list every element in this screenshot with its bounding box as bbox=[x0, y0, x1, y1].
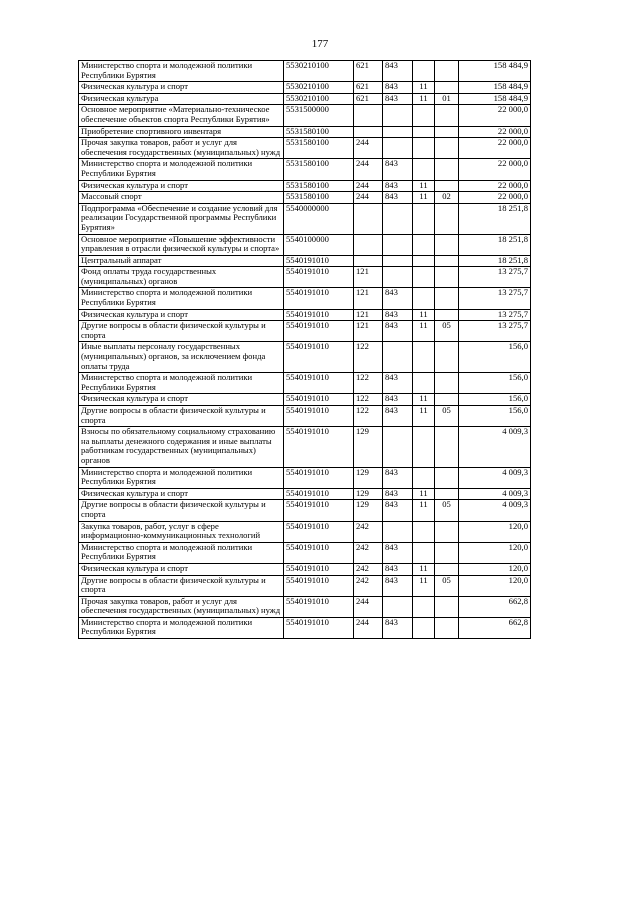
row-subsection bbox=[435, 159, 459, 180]
row-target-article: 5540191010 bbox=[284, 500, 354, 521]
row-target-article: 5540191010 bbox=[284, 406, 354, 427]
row-administrator-code bbox=[383, 342, 413, 373]
row-name: Другие вопросы в области физической культуры и спорта bbox=[79, 321, 284, 342]
row-target-article: 5540191010 bbox=[284, 373, 354, 394]
row-expense-type: 122 bbox=[354, 406, 383, 427]
row-subsection bbox=[435, 373, 459, 394]
row-expense-type: 244 bbox=[354, 180, 383, 192]
row-section bbox=[413, 234, 435, 255]
row-amount: 120,0 bbox=[459, 521, 531, 542]
row-name: Министерство спорта и молодежной политики Республики Бурятия bbox=[79, 467, 284, 488]
row-section bbox=[413, 255, 435, 267]
row-expense-type: 129 bbox=[354, 467, 383, 488]
row-amount: 22 000,0 bbox=[459, 138, 531, 159]
row-target-article: 5540191010 bbox=[284, 427, 354, 467]
row-administrator-code bbox=[383, 427, 413, 467]
row-section bbox=[413, 373, 435, 394]
row-section bbox=[413, 267, 435, 288]
row-subsection bbox=[435, 488, 459, 500]
table-row bbox=[79, 138, 531, 159]
table-row bbox=[79, 500, 531, 521]
row-administrator-code: 843 bbox=[383, 192, 413, 204]
row-expense-type: 121 bbox=[354, 309, 383, 321]
row-subsection: 05 bbox=[435, 500, 459, 521]
row-target-article: 5531500000 bbox=[284, 105, 354, 126]
table-row bbox=[79, 521, 531, 542]
row-target-article: 5531580100 bbox=[284, 180, 354, 192]
table-row bbox=[79, 342, 531, 373]
row-subsection: 05 bbox=[435, 575, 459, 596]
row-name: Подпрограмма «Обеспечение и создание условий для реализации Государственной программы Республики Бурятия» bbox=[79, 203, 284, 234]
row-subsection bbox=[435, 105, 459, 126]
budget-table-body bbox=[79, 61, 531, 639]
table-row bbox=[79, 309, 531, 321]
row-subsection bbox=[435, 234, 459, 255]
table-row bbox=[79, 180, 531, 192]
row-subsection: 05 bbox=[435, 321, 459, 342]
row-name: Министерство спорта и молодежной политики Республики Бурятия bbox=[79, 159, 284, 180]
row-name: Массовый спорт bbox=[79, 192, 284, 204]
row-target-article: 5540191010 bbox=[284, 575, 354, 596]
row-subsection bbox=[435, 180, 459, 192]
table-row bbox=[79, 394, 531, 406]
row-name: Министерство спорта и молодежной политики Республики Бурятия bbox=[79, 542, 284, 563]
row-name: Прочая закупка товаров, работ и услуг для обеспечения государственных (муниципальных) нужд bbox=[79, 596, 284, 617]
table-row bbox=[79, 105, 531, 126]
row-amount: 662,8 bbox=[459, 617, 531, 638]
row-amount: 22 000,0 bbox=[459, 192, 531, 204]
row-target-article: 5540191010 bbox=[284, 596, 354, 617]
row-section: 11 bbox=[413, 82, 435, 94]
row-amount: 22 000,0 bbox=[459, 180, 531, 192]
row-administrator-code: 843 bbox=[383, 542, 413, 563]
row-subsection bbox=[435, 267, 459, 288]
row-name: Фонд оплаты труда государственных (муниципальных) органов bbox=[79, 267, 284, 288]
row-administrator-code: 843 bbox=[383, 309, 413, 321]
row-administrator-code: 843 bbox=[383, 321, 413, 342]
row-expense-type: 129 bbox=[354, 427, 383, 467]
row-administrator-code: 843 bbox=[383, 288, 413, 309]
row-administrator-code: 843 bbox=[383, 488, 413, 500]
row-expense-type: 129 bbox=[354, 488, 383, 500]
row-name: Физическая культура и спорт bbox=[79, 180, 284, 192]
row-section bbox=[413, 138, 435, 159]
row-name: Физическая культура bbox=[79, 93, 284, 105]
row-section bbox=[413, 542, 435, 563]
table-row bbox=[79, 82, 531, 94]
row-target-article: 5540191010 bbox=[284, 563, 354, 575]
table-row bbox=[79, 563, 531, 575]
row-amount: 158 484,9 bbox=[459, 61, 531, 82]
row-subsection bbox=[435, 563, 459, 575]
row-target-article: 5540191010 bbox=[284, 521, 354, 542]
row-administrator-code: 843 bbox=[383, 467, 413, 488]
row-administrator-code bbox=[383, 521, 413, 542]
row-subsection: 05 bbox=[435, 406, 459, 427]
row-section: 11 bbox=[413, 321, 435, 342]
row-administrator-code: 843 bbox=[383, 563, 413, 575]
row-administrator-code bbox=[383, 255, 413, 267]
row-expense-type bbox=[354, 126, 383, 138]
row-amount: 4 009,3 bbox=[459, 488, 531, 500]
row-administrator-code bbox=[383, 596, 413, 617]
row-target-article: 5540191010 bbox=[284, 488, 354, 500]
row-section: 11 bbox=[413, 180, 435, 192]
row-administrator-code bbox=[383, 203, 413, 234]
row-section: 11 bbox=[413, 500, 435, 521]
row-expense-type bbox=[354, 105, 383, 126]
table-row bbox=[79, 159, 531, 180]
row-administrator-code: 843 bbox=[383, 82, 413, 94]
row-amount: 158 484,9 bbox=[459, 93, 531, 105]
row-administrator-code bbox=[383, 126, 413, 138]
row-subsection: 01 bbox=[435, 93, 459, 105]
row-name: Центральный аппарат bbox=[79, 255, 284, 267]
row-section bbox=[413, 126, 435, 138]
row-amount: 156,0 bbox=[459, 342, 531, 373]
row-expense-type: 244 bbox=[354, 617, 383, 638]
row-name: Другие вопросы в области физической культуры и спорта bbox=[79, 500, 284, 521]
row-subsection bbox=[435, 203, 459, 234]
row-subsection bbox=[435, 255, 459, 267]
row-name: Физическая культура и спорт bbox=[79, 309, 284, 321]
row-target-article: 5531580100 bbox=[284, 126, 354, 138]
budget-table bbox=[78, 60, 531, 639]
row-amount: 120,0 bbox=[459, 563, 531, 575]
row-administrator-code: 843 bbox=[383, 575, 413, 596]
row-amount: 13 275,7 bbox=[459, 267, 531, 288]
row-amount: 4 009,3 bbox=[459, 427, 531, 467]
row-administrator-code bbox=[383, 105, 413, 126]
row-subsection bbox=[435, 394, 459, 406]
row-expense-type: 244 bbox=[354, 192, 383, 204]
row-name: Основное мероприятие «Повышение эффективности управления в отрасли физической культуры и спорта» bbox=[79, 234, 284, 255]
table-row bbox=[79, 267, 531, 288]
row-amount: 18 251,8 bbox=[459, 234, 531, 255]
row-target-article: 5540191010 bbox=[284, 267, 354, 288]
row-expense-type: 121 bbox=[354, 288, 383, 309]
row-section: 11 bbox=[413, 575, 435, 596]
row-section bbox=[413, 105, 435, 126]
row-target-article: 5531580100 bbox=[284, 138, 354, 159]
row-amount: 662,8 bbox=[459, 596, 531, 617]
row-administrator-code bbox=[383, 234, 413, 255]
row-name: Министерство спорта и молодежной политики Республики Бурятия bbox=[79, 373, 284, 394]
row-amount: 18 251,8 bbox=[459, 255, 531, 267]
row-section bbox=[413, 596, 435, 617]
row-expense-type: 244 bbox=[354, 138, 383, 159]
row-name: Закупка товаров, работ, услуг в сфере информационно-коммуникационных технологий bbox=[79, 521, 284, 542]
row-expense-type: 121 bbox=[354, 267, 383, 288]
row-amount: 13 275,7 bbox=[459, 288, 531, 309]
table-row bbox=[79, 255, 531, 267]
row-amount: 4 009,3 bbox=[459, 500, 531, 521]
row-section: 11 bbox=[413, 563, 435, 575]
row-target-article: 5540191010 bbox=[284, 342, 354, 373]
row-target-article: 5540191010 bbox=[284, 321, 354, 342]
row-expense-type bbox=[354, 203, 383, 234]
row-subsection bbox=[435, 126, 459, 138]
table-row bbox=[79, 406, 531, 427]
table-row bbox=[79, 542, 531, 563]
row-administrator-code: 843 bbox=[383, 159, 413, 180]
row-section bbox=[413, 617, 435, 638]
row-name: Прочая закупка товаров, работ и услуг для обеспечения государственных (муниципальных) нужд bbox=[79, 138, 284, 159]
row-expense-type: 122 bbox=[354, 394, 383, 406]
row-administrator-code: 843 bbox=[383, 500, 413, 521]
table-row bbox=[79, 126, 531, 138]
table-row bbox=[79, 617, 531, 638]
table-row bbox=[79, 203, 531, 234]
row-target-article: 5530210100 bbox=[284, 61, 354, 82]
row-amount: 120,0 bbox=[459, 542, 531, 563]
row-administrator-code: 843 bbox=[383, 406, 413, 427]
row-name: Министерство спорта и молодежной политики Республики Бурятия bbox=[79, 617, 284, 638]
row-expense-type: 121 bbox=[354, 321, 383, 342]
row-name: Основное мероприятие «Материально-техническое обеспечение объектов спорта Республики Бурятия» bbox=[79, 105, 284, 126]
row-subsection bbox=[435, 82, 459, 94]
row-section bbox=[413, 467, 435, 488]
row-amount: 18 251,8 bbox=[459, 203, 531, 234]
row-administrator-code bbox=[383, 138, 413, 159]
row-name: Министерство спорта и молодежной политики Республики Бурятия bbox=[79, 61, 284, 82]
row-target-article: 5530210100 bbox=[284, 93, 354, 105]
row-administrator-code: 843 bbox=[383, 61, 413, 82]
row-subsection bbox=[435, 617, 459, 638]
row-section bbox=[413, 203, 435, 234]
row-section: 11 bbox=[413, 488, 435, 500]
row-name: Физическая культура и спорт bbox=[79, 563, 284, 575]
row-subsection bbox=[435, 427, 459, 467]
row-subsection bbox=[435, 596, 459, 617]
table-row bbox=[79, 61, 531, 82]
table-row bbox=[79, 234, 531, 255]
table-row bbox=[79, 467, 531, 488]
row-administrator-code: 843 bbox=[383, 617, 413, 638]
row-target-article: 5540191010 bbox=[284, 394, 354, 406]
row-target-article: 5540191010 bbox=[284, 255, 354, 267]
row-subsection bbox=[435, 288, 459, 309]
row-target-article: 5531580100 bbox=[284, 159, 354, 180]
table-row bbox=[79, 93, 531, 105]
row-amount: 120,0 bbox=[459, 575, 531, 596]
row-expense-type: 122 bbox=[354, 342, 383, 373]
row-expense-type: 242 bbox=[354, 542, 383, 563]
row-target-article: 5540191010 bbox=[284, 288, 354, 309]
row-name: Физическая культура и спорт bbox=[79, 82, 284, 94]
row-subsection bbox=[435, 309, 459, 321]
table-row bbox=[79, 575, 531, 596]
row-target-article: 5540191010 bbox=[284, 467, 354, 488]
row-amount: 22 000,0 bbox=[459, 126, 531, 138]
row-name: Физическая культура и спорт bbox=[79, 394, 284, 406]
row-amount: 22 000,0 bbox=[459, 159, 531, 180]
row-subsection bbox=[435, 342, 459, 373]
row-subsection: 02 bbox=[435, 192, 459, 204]
table-row bbox=[79, 288, 531, 309]
row-expense-type: 122 bbox=[354, 373, 383, 394]
table-row bbox=[79, 596, 531, 617]
page-number: 177 bbox=[311, 38, 329, 50]
row-section bbox=[413, 61, 435, 82]
row-section: 11 bbox=[413, 93, 435, 105]
table-row bbox=[79, 488, 531, 500]
row-name: Другие вопросы в области физической культуры и спорта bbox=[79, 575, 284, 596]
row-section bbox=[413, 427, 435, 467]
row-expense-type bbox=[354, 255, 383, 267]
row-section: 11 bbox=[413, 309, 435, 321]
row-administrator-code: 843 bbox=[383, 373, 413, 394]
row-section bbox=[413, 159, 435, 180]
table-row bbox=[79, 373, 531, 394]
table-row bbox=[79, 427, 531, 467]
row-expense-type: 621 bbox=[354, 93, 383, 105]
row-section bbox=[413, 342, 435, 373]
row-subsection bbox=[435, 61, 459, 82]
row-amount: 158 484,9 bbox=[459, 82, 531, 94]
row-amount: 156,0 bbox=[459, 394, 531, 406]
row-administrator-code: 843 bbox=[383, 93, 413, 105]
table-row bbox=[79, 321, 531, 342]
row-subsection bbox=[435, 138, 459, 159]
row-target-article: 5540191010 bbox=[284, 309, 354, 321]
row-section bbox=[413, 288, 435, 309]
row-name: Физическая культура и спорт bbox=[79, 488, 284, 500]
row-target-article: 5530210100 bbox=[284, 82, 354, 94]
row-section bbox=[413, 521, 435, 542]
row-subsection bbox=[435, 467, 459, 488]
row-expense-type: 244 bbox=[354, 596, 383, 617]
row-name: Другие вопросы в области физической культуры и спорта bbox=[79, 406, 284, 427]
row-expense-type: 242 bbox=[354, 575, 383, 596]
row-target-article: 5540191010 bbox=[284, 617, 354, 638]
row-subsection bbox=[435, 521, 459, 542]
table-row bbox=[79, 192, 531, 204]
row-administrator-code: 843 bbox=[383, 394, 413, 406]
row-name: Иные выплаты персоналу государственных (муниципальных) органов, за исключением фонда оплаты труда bbox=[79, 342, 284, 373]
row-amount: 13 275,7 bbox=[459, 321, 531, 342]
row-name: Министерство спорта и молодежной политики Республики Бурятия bbox=[79, 288, 284, 309]
row-expense-type bbox=[354, 234, 383, 255]
row-section: 11 bbox=[413, 192, 435, 204]
row-target-article: 5540100000 bbox=[284, 234, 354, 255]
row-name: Взносы по обязательному социальному страхованию на выплаты денежного содержания и иные выплаты работникам государственных (муниципальных) органов bbox=[79, 427, 284, 467]
row-amount: 156,0 bbox=[459, 406, 531, 427]
row-target-article: 5540191010 bbox=[284, 542, 354, 563]
row-section: 11 bbox=[413, 394, 435, 406]
row-amount: 22 000,0 bbox=[459, 105, 531, 126]
row-section: 11 bbox=[413, 406, 435, 427]
row-administrator-code: 843 bbox=[383, 180, 413, 192]
row-amount: 4 009,3 bbox=[459, 467, 531, 488]
row-amount: 156,0 bbox=[459, 373, 531, 394]
row-subsection bbox=[435, 542, 459, 563]
row-target-article: 5540000000 bbox=[284, 203, 354, 234]
row-expense-type: 621 bbox=[354, 61, 383, 82]
row-expense-type: 621 bbox=[354, 82, 383, 94]
row-administrator-code bbox=[383, 267, 413, 288]
row-target-article: 5531580100 bbox=[284, 192, 354, 204]
row-expense-type: 244 bbox=[354, 159, 383, 180]
row-expense-type: 242 bbox=[354, 563, 383, 575]
row-name: Приобретение спортивного инвентаря bbox=[79, 126, 284, 138]
row-amount: 13 275,7 bbox=[459, 309, 531, 321]
row-expense-type: 242 bbox=[354, 521, 383, 542]
row-expense-type: 129 bbox=[354, 500, 383, 521]
